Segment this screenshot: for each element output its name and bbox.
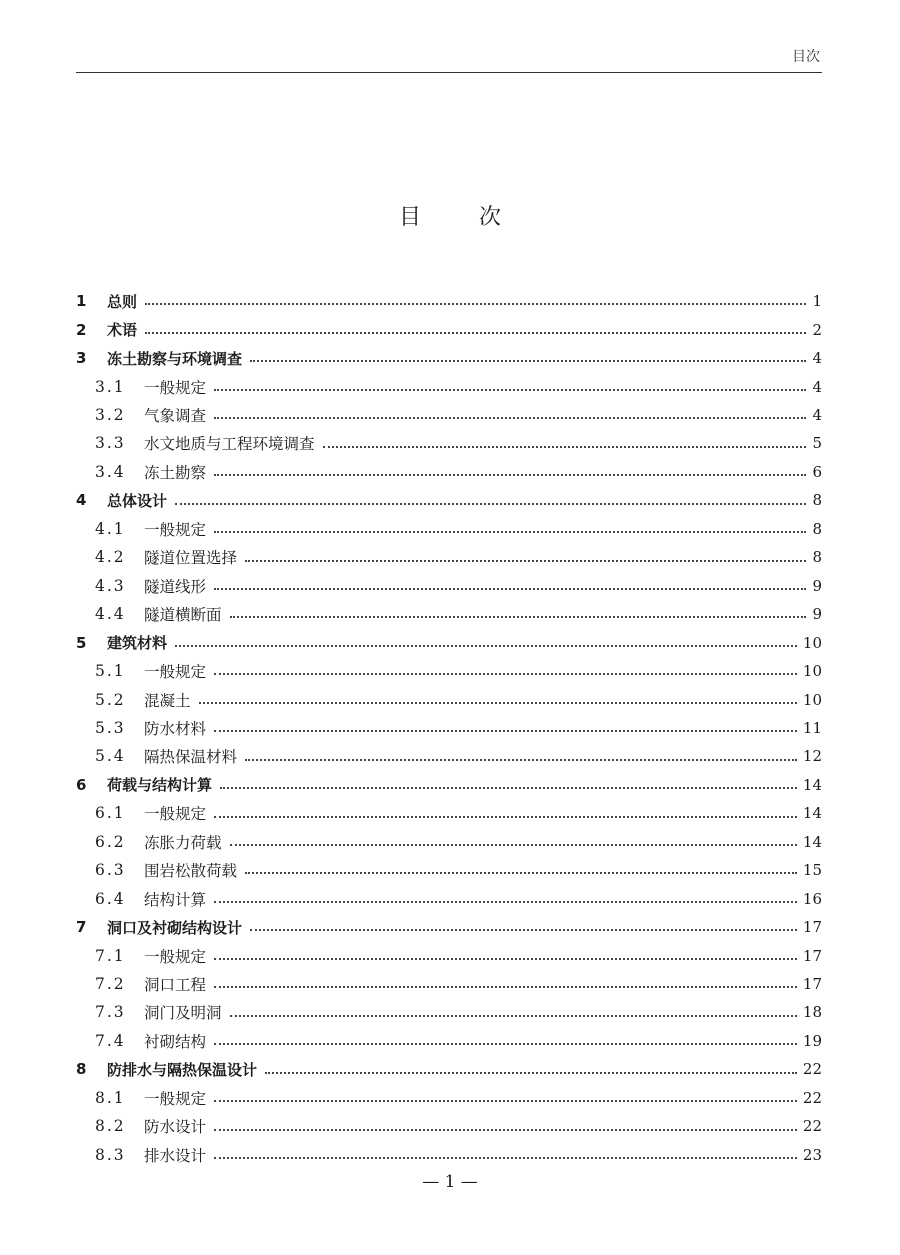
toc-entry[interactable] — [0, 401, 900, 429]
toc-entry-title: 结构计算 — [144, 890, 207, 909]
toc-entry-title: 冻胀力荷载 — [144, 833, 222, 852]
page-title — [0, 200, 900, 231]
toc-entry-number: 3.3 — [95, 434, 126, 453]
toc-dot-leader — [214, 986, 797, 988]
toc-entry-page: 1 — [812, 292, 822, 311]
toc-entry-number: 8 — [76, 1060, 87, 1079]
toc-dot-leader — [214, 1129, 797, 1131]
toc-dot-leader — [214, 673, 797, 675]
toc-dot-leader — [214, 588, 806, 590]
toc-dot-leader — [214, 531, 806, 533]
toc-entry-title: 冻土勘察 — [144, 463, 207, 482]
toc-dot-leader — [145, 303, 806, 305]
toc-entry-number: 6.4 — [95, 889, 126, 908]
toc-entry-title: 术语 — [107, 321, 138, 340]
toc-entry-title: 水文地质与工程环境调查 — [144, 435, 315, 454]
toc-entry-page: 4 — [812, 349, 822, 368]
toc-entry[interactable] — [0, 771, 900, 799]
toc-entry-page: 18 — [802, 1003, 822, 1022]
toc-entry[interactable] — [0, 970, 900, 998]
toc-entry-title: 衬砌结构 — [144, 1032, 207, 1051]
toc-entry[interactable] — [0, 287, 900, 315]
toc-dot-leader — [214, 901, 797, 903]
toc-dot-leader — [245, 872, 797, 874]
toc-entry-page: 17 — [802, 975, 822, 994]
toc-dot-leader — [214, 958, 797, 960]
toc-entry-title: 洞口及衬砌结构设计 — [107, 918, 243, 937]
toc-entry-title: 隧道线形 — [144, 577, 207, 596]
toc-entry-page: 8 — [812, 519, 822, 538]
toc-dot-leader — [214, 417, 806, 419]
toc-entry-title: 冻土勘察与环境调查 — [107, 349, 243, 368]
toc-dot-leader — [323, 446, 806, 448]
toc-entry[interactable] — [0, 543, 900, 571]
toc-entry[interactable] — [0, 344, 900, 372]
toc-entry-title: 防水设计 — [144, 1118, 207, 1137]
toc-entry[interactable] — [0, 600, 900, 628]
toc-entry[interactable] — [0, 1055, 900, 1083]
toc-entry-number: 6.2 — [95, 832, 126, 851]
toc-entry-page: 11 — [802, 718, 822, 737]
header-rule — [76, 72, 822, 73]
toc-entry[interactable] — [0, 486, 900, 514]
toc-dot-leader — [245, 759, 797, 761]
toc-entry-title: 总则 — [107, 292, 138, 311]
toc-entry-page: 10 — [802, 690, 822, 709]
toc-entry-page: 19 — [802, 1031, 822, 1050]
toc-entry-page: 6 — [812, 462, 822, 481]
toc-entry-number: 5.1 — [95, 662, 126, 681]
toc-entry-title: 一般规定 — [144, 1089, 207, 1108]
toc-entry[interactable] — [0, 856, 900, 884]
toc-entry-title: 洞门及明洞 — [144, 1004, 222, 1023]
toc-entry-number: 7.4 — [95, 1031, 126, 1050]
page-title-left: 目 — [398, 205, 421, 230]
toc-entry-title: 总体设计 — [107, 491, 168, 510]
toc-entry[interactable] — [0, 742, 900, 770]
toc-entry-number: 5.4 — [95, 747, 126, 766]
toc-entry[interactable] — [0, 628, 900, 656]
toc-entry-page: 4 — [812, 377, 822, 396]
toc-dot-leader — [230, 1015, 797, 1017]
toc-entry-page: 14 — [802, 775, 822, 794]
toc-entry-number: 6.1 — [95, 804, 126, 823]
toc-entry-number: 3.4 — [95, 462, 126, 481]
toc-entry[interactable] — [0, 458, 900, 486]
toc-entry[interactable] — [0, 315, 900, 343]
toc-entry-page: 4 — [812, 406, 822, 425]
toc-entry-page: 17 — [802, 946, 822, 965]
page-title-right: 次 — [479, 205, 502, 230]
toc-entry-number: 3.1 — [95, 377, 126, 396]
toc-entry-number: 5.2 — [95, 690, 126, 709]
toc-entry-title: 隧道位置选择 — [144, 549, 238, 568]
toc-entry-page: 9 — [812, 576, 822, 595]
toc-entry-title: 围岩松散荷载 — [144, 862, 238, 881]
toc-entry-title: 气象调查 — [144, 407, 207, 426]
running-header: 目次 — [792, 49, 820, 65]
toc-entry-page: 12 — [802, 747, 822, 766]
toc-entry-number: 7.1 — [95, 946, 126, 965]
toc-entry-number: 4.2 — [95, 548, 126, 567]
toc-entry-number: 7 — [76, 918, 87, 937]
toc-entry-page: 10 — [802, 662, 822, 681]
toc-dot-leader — [220, 787, 797, 789]
toc-entry-title: 一般规定 — [144, 378, 207, 397]
toc-entry[interactable] — [0, 913, 900, 941]
toc-entry-title: 一般规定 — [144, 947, 207, 966]
toc-entry-number: 3.2 — [95, 406, 126, 425]
toc-entry[interactable] — [0, 1112, 900, 1140]
toc-entry-number: 2 — [76, 320, 87, 339]
toc-entry[interactable] — [0, 515, 900, 543]
toc-entry-number: 1 — [76, 292, 87, 311]
toc-entry-number: 7.3 — [95, 1003, 126, 1022]
toc-entry-number: 8.3 — [95, 1145, 126, 1164]
toc-dot-leader — [245, 560, 806, 562]
toc-entry-number: 8.2 — [95, 1117, 126, 1136]
toc-entry[interactable] — [0, 1027, 900, 1055]
toc-dot-leader — [214, 816, 797, 818]
toc-entry[interactable] — [0, 657, 900, 685]
toc-entry-number: 4.3 — [95, 576, 126, 595]
toc-dot-leader — [214, 730, 797, 732]
toc-entry[interactable] — [0, 941, 900, 969]
toc-entry-title: 混凝土 — [144, 691, 191, 710]
toc-dot-leader — [250, 360, 806, 362]
toc-entry-page: 9 — [812, 605, 822, 624]
toc-entry-page: 22 — [802, 1117, 822, 1136]
toc-entry-title: 一般规定 — [144, 805, 207, 824]
toc-entry-page: 15 — [802, 861, 822, 880]
toc-entry[interactable] — [0, 998, 900, 1026]
toc-entry-title: 隔热保温材料 — [144, 748, 238, 767]
toc-dot-leader — [214, 1157, 797, 1159]
toc-entry-number: 7.2 — [95, 975, 126, 994]
toc-dot-leader — [145, 332, 806, 334]
toc-entry-number: 4 — [76, 491, 87, 510]
toc-entry[interactable] — [0, 1141, 900, 1169]
toc-entry-number: 4.4 — [95, 605, 126, 624]
toc-entry-title: 防水材料 — [144, 719, 207, 738]
toc-entry-number: 5 — [76, 633, 87, 652]
toc-entry-page: 16 — [802, 889, 822, 908]
toc-entry-page: 17 — [802, 918, 822, 937]
toc-entry-page: 8 — [812, 491, 822, 510]
toc-entry-page: 22 — [802, 1088, 822, 1107]
toc-entry-page: 2 — [812, 320, 822, 339]
toc-dot-leader — [214, 1043, 797, 1045]
toc-entry-title: 排水设计 — [144, 1146, 207, 1165]
toc-dot-leader — [214, 389, 806, 391]
toc-entry-page: 23 — [802, 1145, 822, 1164]
toc-entry-number: 6.3 — [95, 861, 126, 880]
toc-entry[interactable] — [0, 884, 900, 912]
toc-dot-leader — [214, 474, 806, 476]
toc-entry-title: 防排水与隔热保温设计 — [107, 1060, 258, 1079]
toc-dot-leader — [175, 503, 806, 505]
toc-entry-title: 隧道横断面 — [144, 606, 222, 625]
toc-entry[interactable] — [0, 714, 900, 742]
toc-entry-number: 3 — [76, 349, 87, 368]
toc-dot-leader — [265, 1072, 797, 1074]
toc-entry[interactable] — [0, 372, 900, 400]
toc-dot-leader — [175, 645, 797, 647]
toc-entry-page: 8 — [812, 548, 822, 567]
toc-entry[interactable] — [0, 828, 900, 856]
toc-entry-title: 建筑材料 — [107, 634, 168, 653]
toc-entry-number: 4.1 — [95, 519, 126, 538]
toc-entry-title: 洞口工程 — [144, 976, 207, 995]
toc-entry[interactable] — [0, 685, 900, 713]
toc-entry-page: 5 — [812, 434, 822, 453]
toc-entry[interactable] — [0, 572, 900, 600]
toc-entry[interactable] — [0, 429, 900, 457]
toc-entry-page: 14 — [802, 804, 822, 823]
toc-entry-page: 22 — [802, 1060, 822, 1079]
toc-dot-leader — [214, 1100, 797, 1102]
toc-entry-number: 5.3 — [95, 718, 126, 737]
toc-dot-leader — [199, 702, 797, 704]
toc-entry[interactable] — [0, 799, 900, 827]
toc-entry-page: 14 — [802, 832, 822, 851]
toc-entry-title: 荷载与结构计算 — [107, 776, 213, 795]
toc-entry-title: 一般规定 — [144, 663, 207, 682]
page-number: — 1 — — [422, 1172, 478, 1192]
toc-entry-title: 一般规定 — [144, 520, 207, 539]
toc-entry[interactable] — [0, 1084, 900, 1112]
toc-entry-number: 8.1 — [95, 1088, 126, 1107]
toc-entry-number: 6 — [76, 775, 87, 794]
toc-dot-leader — [230, 844, 797, 846]
toc-dot-leader — [250, 929, 797, 931]
toc-dot-leader — [230, 616, 806, 618]
toc-entry-page: 10 — [802, 633, 822, 652]
